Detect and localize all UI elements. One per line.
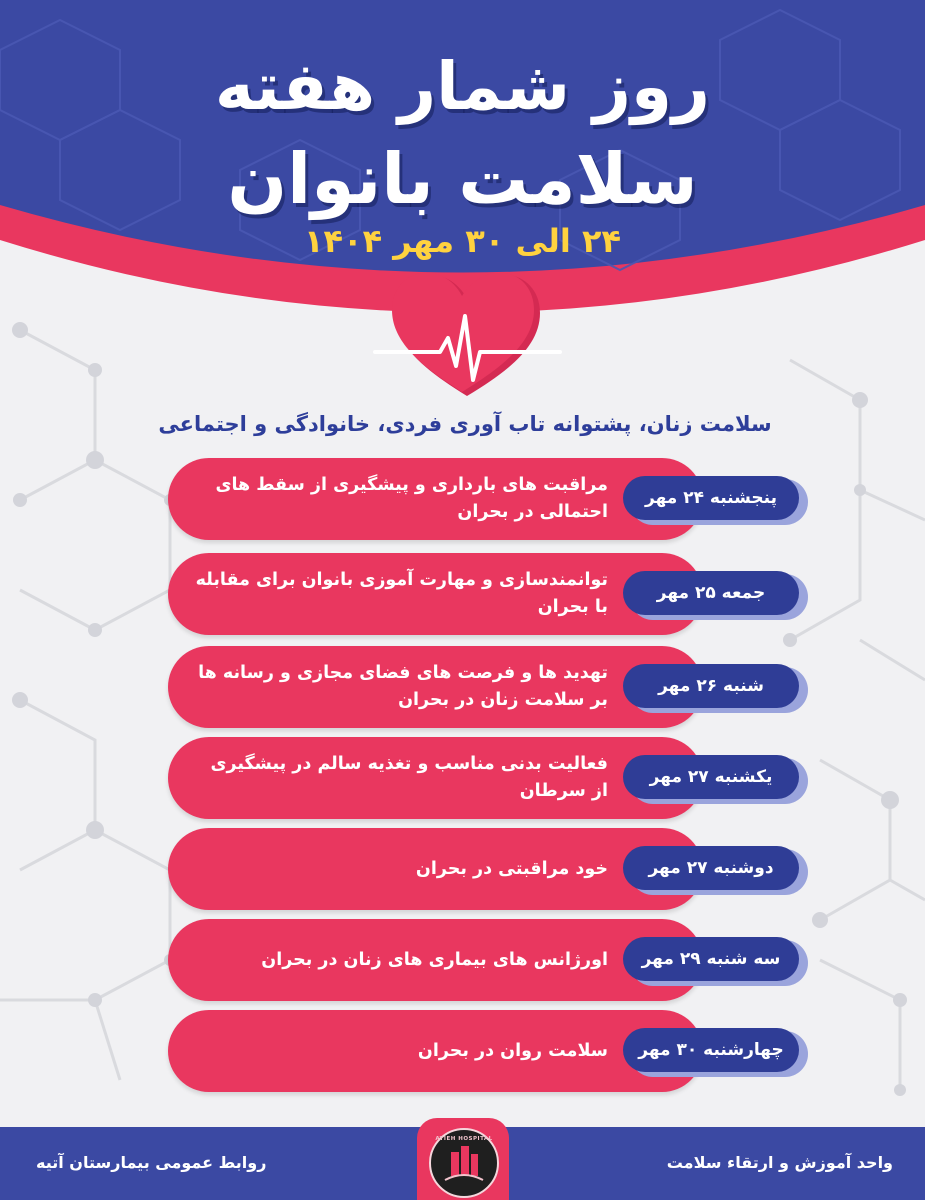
page-title-line-1: روز شمار هفته	[214, 48, 711, 125]
date-range: ۲۴ الی ۳۰ مهر ۱۴۰۴	[303, 222, 621, 260]
day-tag: دوشنبه ۲۷ مهر	[623, 846, 799, 890]
schedule-row	[168, 553, 808, 635]
day-tag: پنجشنبه ۲۴ مهر	[623, 476, 799, 520]
schedule-row	[168, 1010, 808, 1092]
heart-pulse-icon	[370, 268, 565, 398]
topic-text: مراقبت های بارداری و پیشگیری از سقط های احتمالی در بحران	[215, 475, 608, 522]
day-tag: یکشنبه ۲۷ مهر	[623, 755, 799, 799]
schedule-row	[168, 919, 808, 1001]
topic-text: اورژانس های بیماری های زنان در بحران	[261, 949, 608, 970]
topic-text: خود مراقبتی در بحران	[415, 858, 608, 879]
topic-text: توانمندسازی و مهارت آموزی بانوان برای مقابله با بحران	[195, 570, 608, 617]
day-tag: جمعه ۲۵ مهر	[623, 571, 799, 615]
schedule-row	[168, 646, 808, 728]
hospital-building-icon	[431, 1130, 497, 1196]
topic-text: سلامت روان در بحران	[417, 1040, 608, 1061]
day-tag: شنبه ۲۶ مهر	[623, 664, 799, 708]
schedule-row	[168, 458, 808, 540]
topic-text: فعالیت بدنی مناسب و تغذیه سالم در پیشگیری از سرطان	[210, 754, 608, 801]
footer-public-relations: روابط عمومی بیمارستان آتیه	[36, 1153, 267, 1172]
hospital-logo	[417, 1118, 509, 1200]
page-title-line-2: سلامت بانوان	[227, 138, 698, 220]
schedule-row	[168, 737, 808, 819]
hospital-logo-text: ATIEH HOSPITAL	[435, 1136, 493, 1142]
footer-health-unit: واحد آموزش و ارتقاء سلامت	[666, 1153, 893, 1172]
schedule-row	[168, 828, 808, 910]
day-tag: سه شنبه ۲۹ مهر	[623, 937, 799, 981]
day-tag: چهارشنبه ۳۰ مهر	[623, 1028, 799, 1072]
topic-text: تهدید ها و فرصت های فضای مجازی و رسانه ها بر سلامت زنان در بحران	[198, 663, 608, 710]
subtitle: سلامت زنان، پشتوانه تاب آوری فردی، خانوادگی و اجتماعی	[158, 412, 772, 436]
hospital-logo-emblem	[429, 1128, 499, 1198]
